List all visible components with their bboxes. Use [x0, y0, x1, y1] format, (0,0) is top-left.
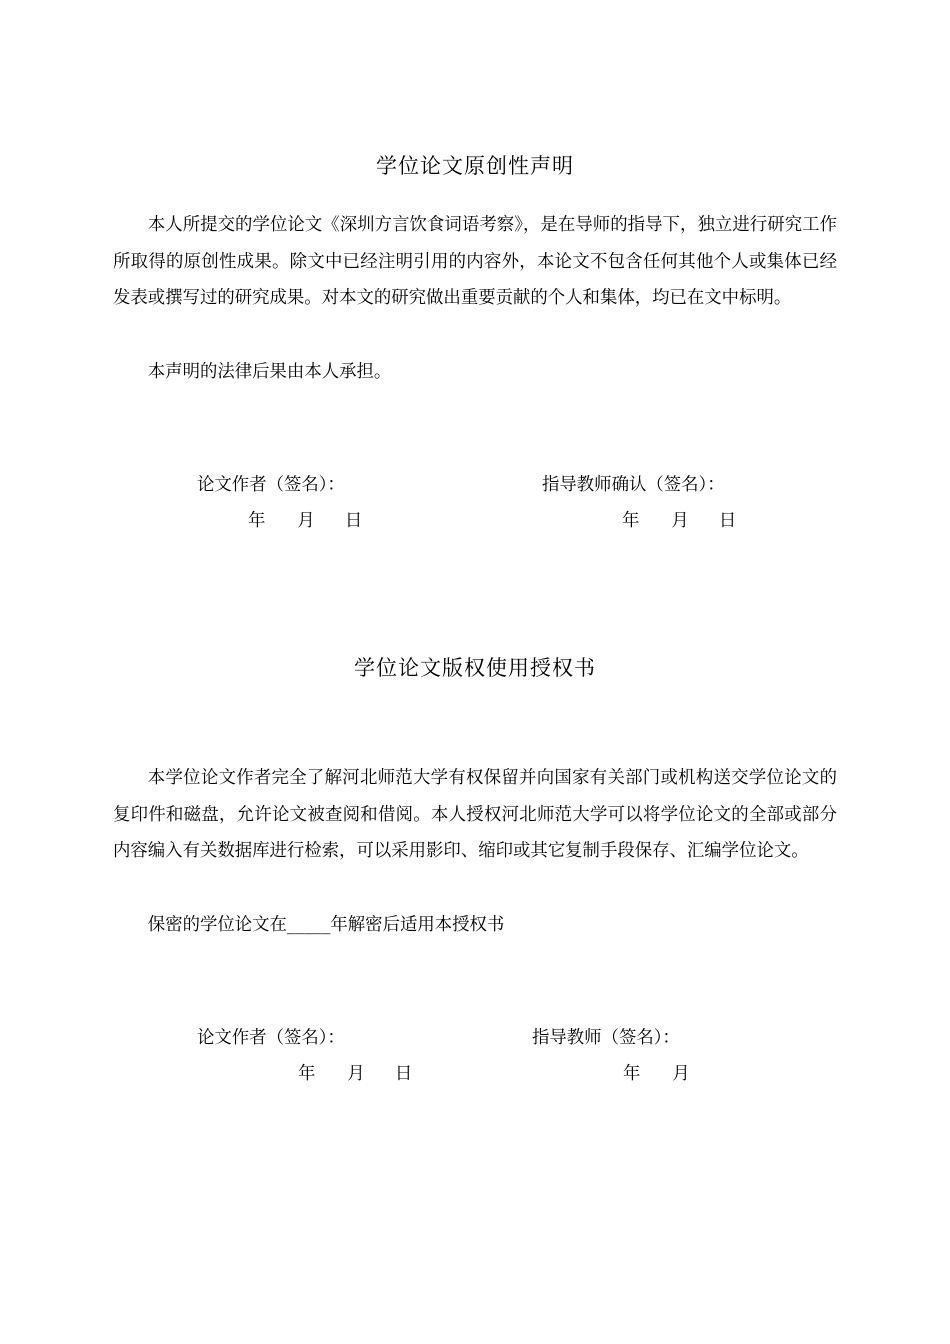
declaration-title: 学位论文原创性声明 — [376, 154, 574, 178]
authorization-paragraph: 本学位论文作者完全了解河北师范大学有权保留并向国家有关部门或机构送交学位论文的复印件和磁盘，允许论文被查阅和借阅。本人授权河北师范大学可以将学位论文的全部或部分内容编入有关数据库进行检索，可以采用影印、缩印或其它复制手段保存、汇编学位论文。 — [113, 768, 837, 861]
declaration-advisor-signature-label: 指导教师确认（签名）： — [542, 475, 725, 495]
declaration-author-date — [248, 506, 362, 531]
declaration-paragraph: 本人所提交的学位论文《深圳方言饮食词语考察》，是在导师的指导下，独立进行研究工作所取得的原创性成果。除文中已经注明引用的内容外，本论文不包含任何其他个人或集体已经发表或撰写过的研究成果。对本文的研究做出重要贡献的个人和集体，均已在文中标明。 — [113, 215, 837, 308]
declaration-advisor-date — [622, 506, 736, 531]
declaration-legal-paragraph: 本声明的法律后果由本人承担。 — [147, 362, 392, 382]
date-year: 年 — [622, 511, 640, 531]
confidentiality-paragraph: 保密的学位论文在_____年解密后适用本授权书 — [147, 915, 505, 935]
declaration-author-signature-label: 论文作者（签名）： — [197, 475, 345, 495]
date-month: 月 — [672, 1064, 690, 1084]
date-month: 月 — [347, 1064, 365, 1084]
authorization-advisor-signature-label: 指导教师（签名）： — [532, 1028, 680, 1048]
authorization-author-date — [298, 1059, 412, 1084]
date-day: 日 — [718, 511, 737, 531]
date-month: 月 — [297, 511, 315, 531]
date-day: 日 — [344, 511, 363, 531]
date-year: 年 — [248, 511, 266, 531]
date-day: 日 — [394, 1064, 413, 1084]
authorization-author-signature-label: 论文作者（签名）： — [197, 1028, 345, 1048]
authorization-advisor-date — [623, 1059, 690, 1084]
date-year: 年 — [623, 1064, 641, 1084]
date-year: 年 — [298, 1064, 316, 1084]
date-month: 月 — [671, 511, 689, 531]
authorization-title: 学位论文版权使用授权书 — [354, 656, 596, 680]
